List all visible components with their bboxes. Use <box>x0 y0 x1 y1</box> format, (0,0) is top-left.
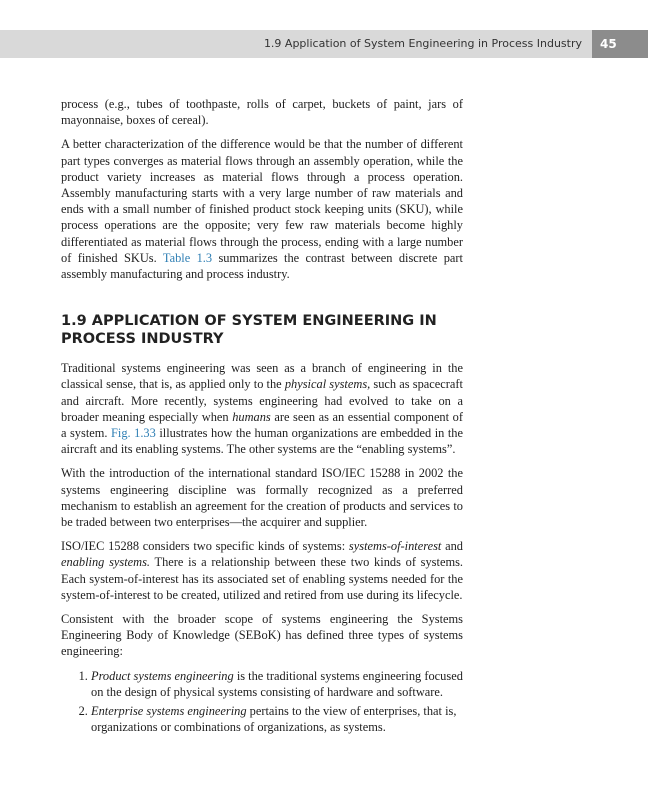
paragraph-5: ISO/IEC 15288 considers two specific kinds of systems: systems-of-interest and enabling systems. There is a relationship between these two kinds of systems. Each system-of-interest has its associated set of enabling systems needed for the system-of-interest to be created, utilized and retired from use during its lifecycle. <box>61 539 463 602</box>
paragraph-1: process (e.g., tubes of toothpaste, rolls of carpet, buckets of paint, jars of mayonnaise, boxes of cereal). <box>61 97 463 128</box>
list-item: 1. Product systems engineering is the traditional systems engineering focused on the design of physical systems consisting of hardware and software. <box>91 668 463 700</box>
list-item: 2. Enterprise systems engineering pertains to the view of enterprises, that is, organizations or combinations of organizations, as systems. <box>91 703 463 735</box>
systems-engineering-types-list <box>61 668 463 736</box>
table-reference-link[interactable]: Table 1.3 <box>162 250 213 265</box>
paragraph-4: With the introduction of the international standard ISO/IEC 15288 in 2002 the systems engineering discipline was formally recognized as a preferred mechanism to establish an agreement for the creation of products and services to be traded between two enterprises—the acquirer and supplier. <box>61 466 463 530</box>
paragraph-6: Consistent with the broader scope of systems engineering the Systems Engineering Body of Knowledge (SEBoK) has defined three types of systems engineering: <box>61 612 463 659</box>
page-body <box>61 96 463 739</box>
page-number: 45 <box>592 30 648 58</box>
paragraph-2: A better characterization of the difference would be that the number of different part types converges as material flows through an assembly operation, while the product variety increases as material flows through a process operation. Assembly manufacturing starts with a very large number of raw materials and ends with a small number of finished product stock keeping units (SKU), while process operations are the opposite; very few raw materials become highly differentiated as material flows through the process, ending with a large number of finished SKUs. Table 1.3 summarizes the contrast between discrete part assembly manufacturing and process industry. <box>61 137 463 282</box>
paragraph-3: Traditional systems engineering was seen as a branch of engineering in the classical sense, that is, as applied only to the physical systems, such as spacecraft and aircraft. More recently, systems engineering had evolved to take on a broader meaning especially when humans are seen as an essential component of a system. Fig. 1.33 illustrates how the human organizations are embedded in the aircraft and its enabling systems. The other systems are the “enabling systems”. <box>61 361 463 457</box>
figure-reference-link[interactable]: Fig. 1.33 <box>111 426 156 441</box>
running-header-title: 1.9 Application of System Engineering in Process Industry <box>263 37 582 50</box>
running-header <box>0 30 592 58</box>
section-heading: 1.9 APPLICATION OF SYSTEM ENGINEERING IN PROCESS INDUSTRY <box>61 313 437 348</box>
